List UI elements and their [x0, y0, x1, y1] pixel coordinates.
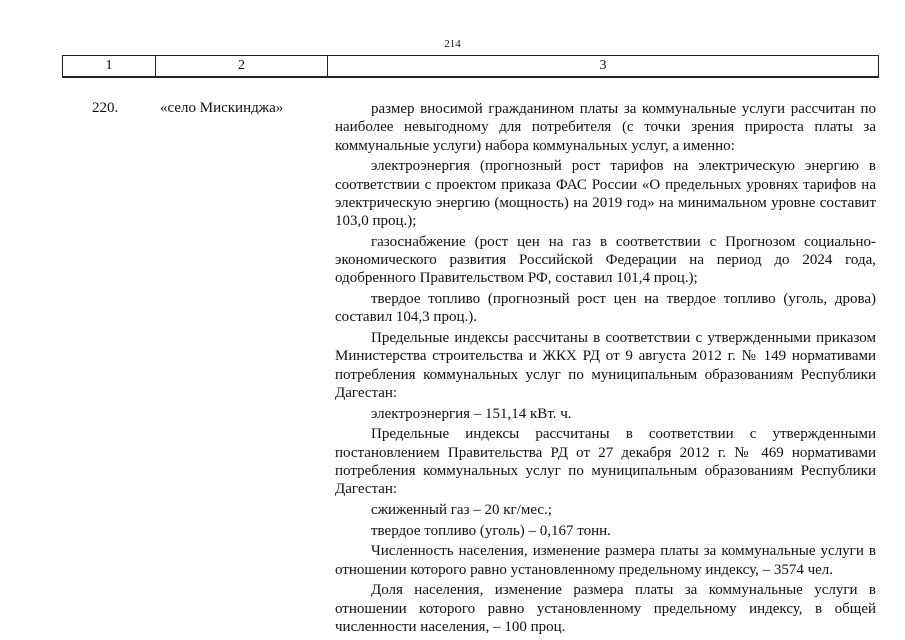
row-place-name: «село Мискинджа»	[160, 100, 284, 116]
paragraph: Предельные индексы рассчитаны в соответствии с утвержденными приказом Министерства строительства и ЖКХ РД от 9 августа 2012 г. № 149 нормативами потребления коммунальных услуг по муниципальным образованиям Республики Дагестан:	[335, 330, 876, 402]
paragraph: Предельные индексы рассчитаны в соответствии с утвержденными постановлением Правительства РД от 27 декабря 2012 г. № 469 нормативами потребления коммунальных услуг по муниципальным образованиям Республики Дагестан:	[335, 426, 876, 498]
paragraph: электроэнергия – 151,14 кВт. ч.	[371, 405, 572, 422]
header-cell-3: 3	[328, 56, 879, 76]
paragraph: сжиженный газ – 20 кг/мес.;	[371, 501, 552, 518]
paragraph: электроэнергия (прогнозный рост тарифов на электрическую энергию в соответствии с проектом приказа ФАС России «О предельных уровнях тарифов на электрическую энергию (мощность) на 2019 год» на минимальном уровне составит 103,0 проц.);	[335, 158, 876, 230]
paragraph: твердое топливо (уголь) – 0,167 тонн.	[371, 522, 611, 539]
paragraph: Численность населения, изменение размера платы за коммунальные услуги в отношении которого равно установленному предельному индексу, – 3574 чел.	[335, 543, 876, 578]
paragraph: Доля населения, изменение размера платы за коммунальные услуги в отношении которого равно установленному предельному индексу, в общей численности населения, – 100 проц.	[335, 582, 876, 635]
paragraph: твердое топливо (прогнозный рост цен на твердое топливо (уголь, дрова) составил 104,3 проц.).	[335, 291, 876, 326]
table-header	[62, 55, 879, 78]
paragraph: газоснабжение (рост цен на газ в соответствии с Прогнозом социально-экономического развития Российской Федерации на период до 2024 года, одобренного Правительством РФ, составил 101,4 проц.);	[335, 233, 876, 287]
header-cell-2: 2	[156, 56, 328, 76]
header-cell-1: 1	[62, 56, 156, 76]
paragraph: размер вносимой гражданином платы за коммунальные услуги рассчитан по наиболее невыгодному для потребителя (с точки зрения прироста платы за коммунальные услуги) набора коммунальных услуг, а именно:	[335, 101, 876, 154]
row-description	[335, 100, 876, 639]
page-number: 214	[444, 38, 461, 50]
row-number: 220.	[92, 100, 119, 116]
